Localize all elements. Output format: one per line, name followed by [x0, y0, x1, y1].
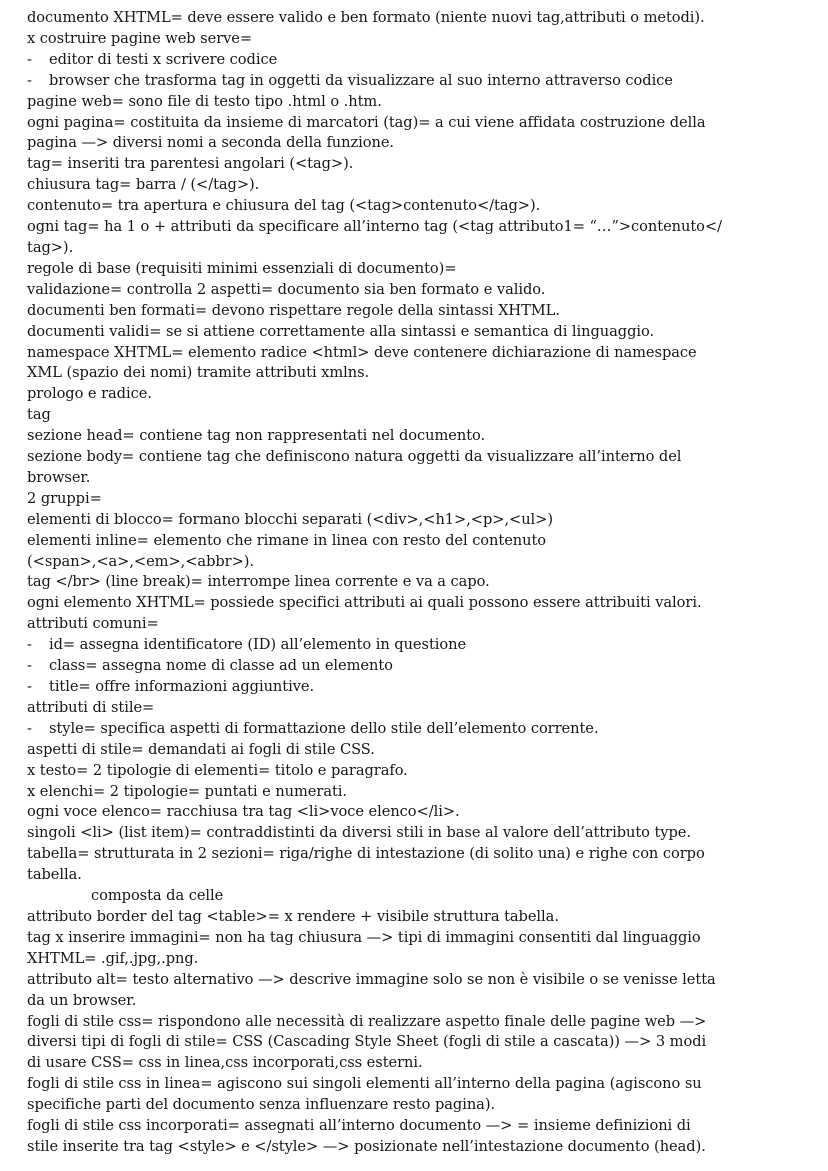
text-line: documenti validi= se si attiene correttamente alla sintassi e semantica di linguaggio.: [27, 322, 655, 340]
text-line: aspetti di stile= demandati ai fogli di stile CSS.: [27, 740, 375, 758]
bullet-line: [27, 71, 804, 92]
text-line: x elenchi= 2 tipologie= puntati e numerati.: [27, 782, 347, 800]
text-line: contenuto= tra apertura e chiusura del tag (<tag>contenuto</tag>).: [27, 197, 541, 215]
text-line: specifiche parti del documento senza influenzare resto pagina).: [27, 1096, 496, 1114]
text-line: regole di base (requisiti minimi essenziali di documento)=: [27, 259, 457, 277]
indented-line: composta da celle: [91, 887, 224, 905]
text-line: tag </br> (line break)= interrompe linea corrente e va a capo.: [27, 573, 490, 591]
text-line: attributo alt= testo alternativo —> descrive immagine solo se non è visibile o se venisse letta: [27, 970, 716, 988]
text-line: fogli di stile css incorporati= assegnati all’interno documento —> = insieme definizioni di: [27, 1117, 691, 1135]
text-line: tag>).: [27, 238, 74, 256]
text-line: sezione body= contiene tag che definiscono natura oggetti da visualizzare all’interno del: [27, 448, 682, 466]
bullet-text: browser che trasforma tag in oggetti da visualizzare al suo interno attraverso codice: [49, 71, 673, 89]
text-line: ogni elemento XHTML= possiede specifici attributi ai quali possono essere attribuiti valori.: [27, 594, 702, 612]
bullet-dash: -: [27, 50, 32, 68]
text-line: diversi tipi di fogli di stile= CSS (Cascading Style Sheet (fogli di stile a cascata)) —> 3 modi: [27, 1033, 707, 1051]
bullet-dash: -: [27, 71, 32, 89]
text-line: prologo e radice.: [27, 385, 152, 403]
text-line: namespace XHTML= elemento radice <html> deve contenere dichiarazione di namespace: [27, 343, 697, 361]
bullet-text: editor di testi x scrivere codice: [49, 50, 278, 68]
text-line: elementi inline= elemento che rimane in linea con resto del contenuto: [27, 531, 547, 549]
text-line: pagine web= sono file di testo tipo .html o .htm.: [27, 92, 382, 110]
text-line: 2 gruppi=: [27, 489, 102, 507]
text-line: x testo= 2 tipologie di elementi= titolo e paragrafo.: [27, 761, 408, 779]
text-line: fogli di stile css= rispondono alle necessità di realizzare aspetto finale delle pagine web —>: [27, 1012, 707, 1030]
text-line: documenti ben formati= devono rispettare regole della sintassi XHTML.: [27, 301, 560, 319]
text-line: stile inserite tra tag <style> e </style> —> posizionate nell’intestazione documento (head).: [27, 1137, 706, 1155]
text-line: attributo border del tag <table>= x rendere + visibile struttura tabella.: [27, 907, 559, 925]
text-line: chiusura tag= barra / (</tag>).: [27, 176, 260, 194]
text-line: ogni voce elenco= racchiusa tra tag <li>voce elenco</li>.: [27, 803, 460, 821]
text-line: browser.: [27, 468, 91, 486]
text-line: pagina —> diversi nomi a seconda della funzione.: [27, 134, 395, 152]
bullet-dash: -: [27, 678, 32, 695]
text-line: elementi di blocco= formano blocchi separati (<div>,<h1>,<p>,<ul>): [27, 510, 553, 528]
bullet-dash: -: [27, 636, 32, 654]
bullet-line: [27, 656, 804, 677]
text-line: sezione head= contiene tag non rappresentati nel documento.: [27, 427, 486, 445]
text-line: XML (spazio dei nomi) tramite attributi xmlns.: [27, 364, 370, 382]
bullet-text: class= assegna nome di classe ad un elemento: [49, 657, 393, 675]
bullet-dash: -: [27, 657, 32, 675]
text-line: (<span>,<a>,<em>,<abbr>).: [27, 552, 254, 570]
text-line: fogli di stile css in linea= agiscono sui singoli elementi all’interno della pagina (agiscono su: [27, 1075, 702, 1093]
text-line: tabella= strutturata in 2 sezioni= riga/righe di intestazione (di solito una) e righe con corpo: [27, 845, 705, 863]
bullet-text: title= offre informazioni aggiuntive.: [49, 678, 315, 695]
text-line: tabella.: [27, 866, 82, 884]
bullet-text: style= specifica aspetti di formattazione dello stile dell’elemento corrente.: [49, 719, 599, 737]
text-line: attributi comuni=: [27, 615, 159, 633]
bullet-dash: -: [27, 719, 32, 737]
text-line: da un browser.: [27, 991, 137, 1009]
text-line: documento XHTML= deve essere valido e ben formato (niente nuovi tag,attributi o metodi).: [27, 9, 705, 26]
bullet-line: [27, 50, 804, 71]
text-line: tag: [27, 406, 51, 424]
text-line: validazione= controlla 2 aspetti= documento sia ben formato e valido.: [27, 280, 546, 298]
bullet-text: id= assegna identificatore (ID) all’elemento in questione: [49, 636, 467, 654]
bullet-line: [27, 719, 804, 740]
text-line: di usare CSS= css in linea,css incorporati,css esterni.: [27, 1054, 423, 1072]
text-line: x costruire pagine web serve=: [27, 29, 253, 47]
bullet-line: [27, 677, 804, 698]
notes-body: [27, 8, 804, 1158]
text-line: attributi di stile=: [27, 698, 155, 716]
bullet-line: [27, 635, 804, 656]
text-line: singoli <li> (list item)= contraddistinti da diversi stili in base al valore dell’attributo type.: [27, 824, 691, 842]
text-line: tag x inserire immagini= non ha tag chiusura —> tipi di immagini consentiti dal linguaggio: [27, 928, 701, 946]
text-line: XHTML= .gif,.jpg,.png.: [27, 949, 199, 967]
text-line: ogni pagina= costituita da insieme di marcatori (tag)= a cui viene affidata costruzione della: [27, 113, 706, 131]
text-line: tag= inseriti tra parentesi angolari (<tag>).: [27, 155, 354, 173]
text-line: ogni tag= ha 1 o + attributi da specificare all’interno tag (<tag attributo1= “…”>contenuto</: [27, 218, 722, 236]
